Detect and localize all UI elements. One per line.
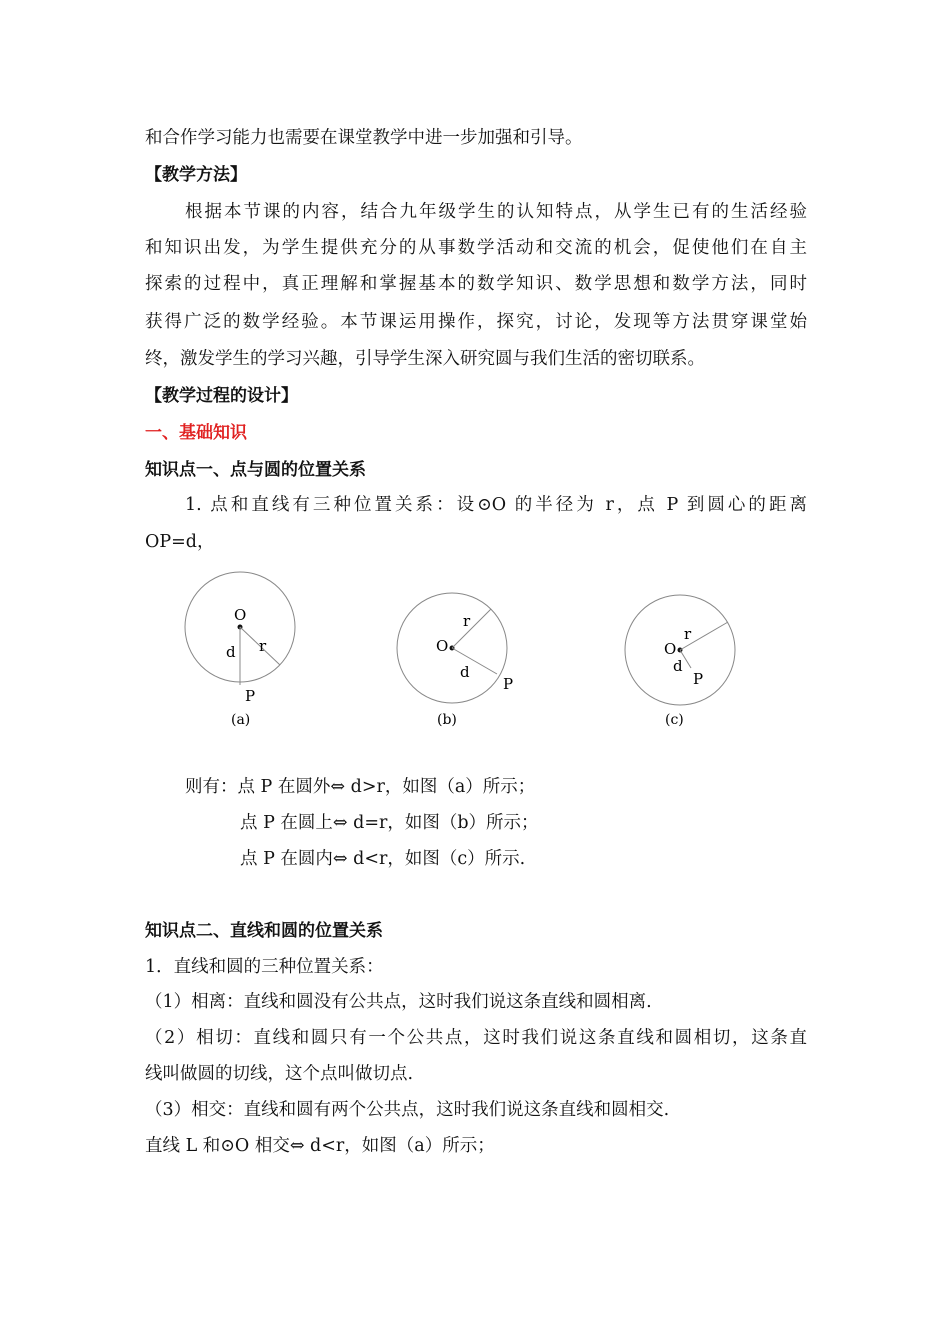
method-paragraph-line-5: 终，激发学生的学习兴趣，引导学生深入研究圆与我们生活的密切联系。 <box>145 349 705 369</box>
kp1-line-1: 1. 点和直线有三种位置关系：设⊙O 的半径为 r，点 P 到圆心的距离 <box>185 495 807 515</box>
section1-heading: 一、基础知识 <box>145 423 247 443</box>
caption-c: (c) <box>665 712 684 728</box>
figure-c <box>625 595 735 728</box>
kp2-line-3: （2）相切：直线和圆只有一个公共点，这时我们说这条直线和圆相切，这条直 <box>145 1028 807 1048</box>
kp1-result-outside: 则有：点 P 在圆外⇔ d>r，如图（a）所示； <box>185 777 536 797</box>
method-paragraph-line-4: 获得广泛的数学经验。本节课运用操作，探究，讨论，发现等方法贯穿课堂始 <box>145 312 807 332</box>
caption-a: (a) <box>231 712 251 728</box>
d-label-a: d <box>226 643 236 661</box>
center-label-b: O <box>436 637 449 655</box>
circle-diagrams <box>0 560 950 750</box>
distance-b <box>452 648 497 674</box>
r-label-c: r <box>684 625 692 643</box>
kp1-heading: 知识点一、点与圆的位置关系 <box>145 460 366 480</box>
method-heading: 【教学方法】 <box>145 165 247 185</box>
figure-a <box>185 572 295 728</box>
d-label-c: d <box>673 657 683 675</box>
center-label-c: O <box>664 640 677 658</box>
radius-b <box>452 609 491 648</box>
kp2-line-4: 线叫做圆的切线，这个点叫做切点. <box>145 1064 414 1084</box>
kp2-line-1: 1．直线和圆的三种位置关系： <box>145 957 384 977</box>
intro-line: 和合作学习能力也需要在课堂教学中进一步加强和引导。 <box>145 128 583 148</box>
p-label-c: P <box>693 670 704 688</box>
p-label-a: P <box>245 687 256 705</box>
kp2-line-6: 直线 L 和⊙O 相交⇔ d<r，如图（a）所示； <box>145 1136 495 1156</box>
kp2-line-5: （3）相交：直线和圆有两个公共点，这时我们说这条直线和圆相交. <box>145 1100 670 1120</box>
r-label-a: r <box>259 637 267 655</box>
kp2-heading: 知识点二、直线和圆的位置关系 <box>145 921 383 941</box>
method-paragraph-line-2: 和知识出发，为学生提供充分的从事数学活动和交流的机会，促使他们在自主 <box>145 238 807 258</box>
kp2-line-2: （1）相离：直线和圆没有公共点，这时我们说这条直线和圆相离. <box>145 992 652 1012</box>
process-heading: 【教学过程的设计】 <box>145 386 298 406</box>
kp1-result-inside: 点 P 在圆内⇔ d<r，如图（c）所示. <box>240 849 526 869</box>
center-label-a: O <box>234 606 247 624</box>
d-label-b: d <box>460 663 470 681</box>
caption-b: (b) <box>437 712 457 728</box>
figure-b <box>397 593 513 728</box>
kp1-result-on: 点 P 在圆上⇔ d=r，如图（b）所示； <box>240 813 539 833</box>
p-label-b: P <box>503 675 514 693</box>
r-label-b: r <box>463 612 471 630</box>
method-paragraph-line-1: 根据本节课的内容，结合九年级学生的认知特点，从学生已有的生活经验 <box>185 202 807 222</box>
method-paragraph-line-3: 探索的过程中，真正理解和掌握基本的数学知识、数学思想和数学方法，同时 <box>145 274 807 294</box>
kp1-line-2: OP=d， <box>145 532 215 552</box>
